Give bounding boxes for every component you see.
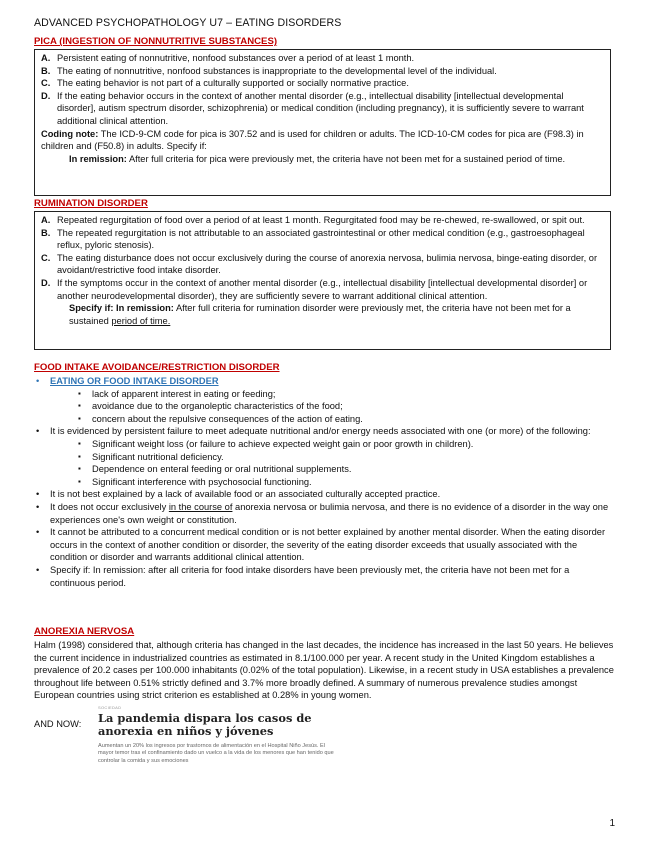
criterion-text: If the eating behavior occurs in the context of another mental disorder (e.g., intellectual disability [intellectual developmental disorder], autism spectrum disorder, schizophrenia) or medical condition (including pregnancy), it is sufficiently severe to warrant additional clinical attention. (57, 90, 584, 126)
pica-criterion (41, 65, 604, 78)
criterion-text: The repeated regurgitation is not attributable to an associated gastrointestinal or other medical condition (e.g., gastroesophageal reflux, pyloric stenosis). (57, 227, 585, 251)
criterion-key: A. (41, 215, 51, 225)
arfid-list (34, 375, 614, 589)
coding-note-label: Coding note: (41, 128, 99, 139)
pica-criterion (41, 52, 604, 65)
list-item: • It is not best explained by a lack of available food or an associated culturally accepted practice. (34, 488, 614, 501)
sub-list (50, 388, 614, 426)
news-clipping (98, 702, 348, 788)
text-part: anorexia nervosa or bulimia nervosa, and there is no evidence of a disorder in the way one experiences one's own weight or constitution. (50, 501, 609, 525)
criterion-text: The eating of nonnutritive, nonfood substances is inappropriate to the developmental level of the individual. (57, 65, 497, 76)
remission-label: In remission: (69, 153, 127, 164)
rumination-criterion (41, 227, 604, 252)
criterion-text: Repeated regurgitation of food over a period of at least 1 month. Regurgitated food may be re-chewed, re-swallowed, or spit out. (57, 215, 585, 225)
specify-label: Specify if: In remission: (69, 303, 174, 314)
rumination-criterion (41, 252, 604, 277)
criterion-text: The eating disturbance does not occur exclusively during the course of anorexia nervosa, bulimia nervosa, binge-eating disorder, or avoidant/restrictive food intake disorder. (57, 252, 598, 276)
criterion-key: D. (41, 277, 51, 288)
remission-text: After full criteria for pica were previously met, the criteria have not been met for a sustained period of time. (126, 153, 566, 164)
arfid-heading: FOOD INTAKE AVOIDANCE/RESTRICTION DISORDER (34, 362, 280, 373)
list-item: • Specify if: In remission: after all criteria for food intake disorders have been previously met, the criteria have not been met for a continuous period. (34, 564, 614, 589)
anorexia-paragraph: Halm (1998) considered that, although criteria has changed in the last decades, the incidence has increased in the last 50 years. He believes the current incidence in industrialized countries as estimated in 8.1/100.000 per year. A recent study in the United Kingdom establishes a prevalence of 20.2 cases per 100.000 inhabitants (0.02% of the total population). Likewise, in a recent study in USA establishes a prevalence throughout life between 0.51% strictly defined and 3.7% more broadly defined. A summary of numerous prevalence studies amongst European countries using strict criterion es established at 0.28% in young women. (34, 640, 614, 701)
list-item: ▪ avoidance due to the organoleptic characteristics of the food; (78, 400, 614, 413)
pica-criterion (41, 77, 604, 90)
clip-headline: La pandemia dispara los casos de anorexia en niños y jóvenes (98, 711, 312, 738)
page-number: 1 (609, 818, 615, 829)
list-item (34, 501, 614, 526)
rumination-criterion (41, 214, 604, 227)
clip-body: Aumentan un 20% los ingresos por trastornos de alimentación en el Hospital Niño Jesús. El mayor temor tras el confinamiento dado un vuelco a la vida de los menores que han tenido que controlar la comida y sus emociones (98, 743, 334, 764)
rumination-criterion (41, 277, 604, 302)
rumination-criteria-box (34, 211, 611, 350)
text-part: It does not occur exclusively (50, 501, 169, 512)
pica-criteria-box (34, 49, 611, 196)
criterion-key: C. (41, 252, 51, 263)
list-item: ▪ Significant interference with psychosocial functioning. (78, 476, 614, 489)
evidenced-text: It is evidenced by persistent failure to meet adequate nutritional and/or energy needs associated with one (or more) of the following: (50, 426, 591, 437)
specify-underlined: period of time. (111, 315, 171, 326)
arfid-subheading: EATING OR FOOD INTAKE DISORDER (50, 376, 219, 386)
pica-coding-note (41, 128, 604, 153)
criterion-key: B. (41, 227, 51, 238)
and-now-label: AND NOW: (34, 719, 82, 729)
pica-criterion (41, 90, 604, 128)
list-item: ▪ Significant weight loss (or failure to achieve expected weight gain or poor growth in children). (78, 438, 614, 451)
list-item: ▪ Significant nutritional deficiency. (78, 451, 614, 464)
criterion-text: Persistent eating of nonnutritive, nonfood substances over a period of at least 1 month. (57, 53, 415, 63)
list-item (34, 425, 614, 488)
list-item: ▪ concern about the repulsive consequences of the action of eating. (78, 413, 614, 426)
criterion-text: If the symptoms occur in the context of another mental disorder (e.g., intellectual disability [intellectual developmental disorder] or another neurodevelopmental disorder), they are sufficiently severe to warrant additional clinical attention. (57, 277, 588, 301)
anorexia-heading: ANOREXIA NERVOSA (34, 626, 135, 637)
criterion-key: A. (41, 53, 51, 63)
sub-list (50, 438, 614, 488)
pica-remission (41, 153, 604, 166)
rumination-heading: RUMINATION DISORDER (34, 198, 148, 209)
coding-note-text: The ICD-9-CM code for pica is 307.52 and is used for children or adults. The ICD-10-CM codes for pica are (F98.3) in children and (F50.8) in adults. Specify if: (41, 128, 584, 152)
document-title: ADVANCED PSYCHOPATHOLOGY U7 – EATING DISORDERS (34, 17, 342, 29)
list-item: ▪ Dependence on enteral feeding or oral nutritional supplements. (78, 463, 614, 476)
criterion-key: D. (41, 90, 51, 101)
text-underlined: in the course of (168, 501, 233, 512)
list-item: ▪ lack of apparent interest in eating or feeding; (78, 388, 614, 401)
specify-text: After full criteria for rumination disorder were previously met, the criteria have not been met for a sustained (69, 303, 571, 326)
list-item: • It cannot be attributed to a concurrent medical condition or is not better explained by another mental disorder. When the eating disorder occurs in the context of another condition or disorder, the severity of the eating disorder exceeds that usually associated with the condition or disorder and warrants additional clinical attention. (34, 526, 614, 564)
criterion-text: The eating behavior is not part of a culturally supported or socially normative practice. (57, 78, 409, 89)
pica-heading: PICA (INGESTION OF NONNUTRITIVE SUBSTANCES) (34, 36, 278, 47)
list-item (34, 375, 614, 425)
rumination-specify (41, 302, 604, 327)
criterion-key: B. (41, 65, 51, 76)
clip-section-tag: SOCIEDAD (98, 705, 122, 710)
criterion-key: C. (41, 78, 51, 89)
